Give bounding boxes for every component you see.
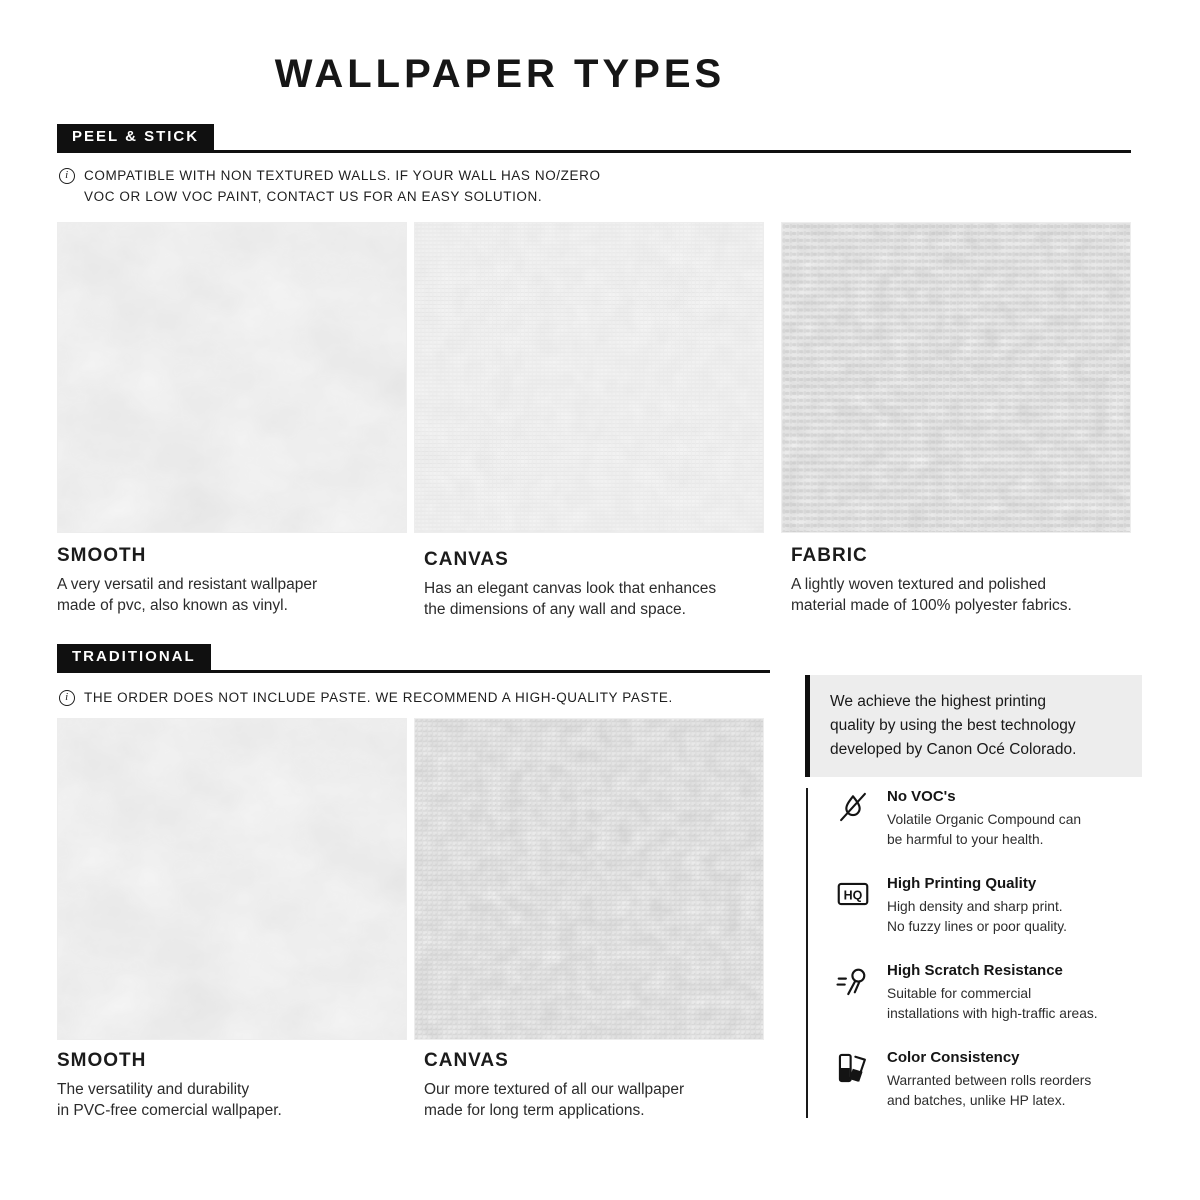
feature-desc [887,984,1098,1023]
peel-stick-note-text [84,166,601,208]
quote-line: quality by using the best technology [830,717,1076,735]
hq-icon-label: HQ [843,888,863,903]
hq-icon [834,875,872,913]
caption-traditional-canvas [424,1050,684,1122]
quote-line: developed by Canon Océ Colorado. [830,741,1077,759]
traditional-section-header [57,648,770,673]
swatch-name: FABRIC [791,545,868,566]
feature-title: High Scratch Resistance [887,962,1063,980]
peel-stick-note [59,166,601,208]
feature-text [887,788,1081,849]
feature-text [887,962,1098,1023]
note-line: THE ORDER DOES NOT INCLUDE PASTE. WE RECOMMEND A HIGH-QUALITY PASTE. [84,690,673,705]
info-icon: i [59,168,75,184]
texture-swatch-peel-smooth [57,222,407,533]
desc-line: No fuzzy lines or poor quality. [887,918,1067,934]
printing-quality-quote [805,675,1142,777]
desc-line: the dimensions of any wall and space. [424,601,686,619]
caption-peel-smooth [57,545,317,617]
swatch-name: SMOOTH [57,545,147,566]
feature-desc [887,897,1067,936]
desc-line: Our more textured of all our wallpaper [424,1081,685,1098]
desc-line: material made of 100% polyester fabrics. [791,597,1072,615]
desc-line: in PVC-free comercial wallpaper. [57,1102,282,1120]
quote-line: We achieve the highest printing [830,693,1046,710]
feature-title: Color Consistency [887,1049,1020,1067]
desc-line: Volatile Organic Compound can [887,812,1082,827]
caption-peel-fabric [791,545,1072,617]
feature-desc [887,810,1081,849]
desc-line: Suitable for commercial [887,986,1032,1002]
note-line: COMPATIBLE WITH NON TEXTURED WALLS. IF YOUR WALL HAS NO/ZERO [84,168,601,183]
desc-line: and batches, unlike HP latex. [887,1093,1066,1109]
scratch-resistance-icon [834,962,872,1000]
swatch-name: CANVAS [424,549,509,570]
desc-line: The versatility and durability [57,1081,250,1098]
swatch-desc [424,1079,684,1122]
no-voc-icon [834,788,872,826]
peel-stick-label: PEEL & STICK [57,124,214,150]
desc-line: Has an elegant canvas look that enhances [424,580,717,597]
desc-line: A very versatil and resistant wallpaper [57,576,318,593]
info-icon: i [59,690,75,706]
desc-line: made of pvc, also known as vinyl. [57,597,288,615]
feature-text [887,1049,1091,1110]
color-consistency-icon [834,1049,872,1087]
feature-high-printing-quality [834,875,1144,936]
swatch-name: CANVAS [424,1050,509,1071]
desc-line: made for long term applications. [424,1102,645,1120]
swatch-desc [424,578,716,621]
peel-stick-section-header [57,128,1131,153]
desc-line: High density and sharp print. [887,899,1063,915]
feature-desc [887,1071,1091,1110]
feature-list [806,788,1144,1118]
traditional-note [59,688,673,709]
feature-color-consistency [834,1049,1144,1110]
feature-high-scratch-resistance [834,962,1144,1023]
texture-swatch-traditional-smooth [57,718,407,1040]
caption-peel-canvas [424,549,716,621]
feature-no-voc [834,788,1144,849]
swatch-name: SMOOTH [57,1050,147,1071]
swatch-desc [57,1079,282,1122]
feature-text [887,875,1067,936]
traditional-note-text [84,688,673,709]
traditional-label: TRADITIONAL [57,644,211,670]
texture-swatch-peel-canvas [414,222,764,533]
feature-title: High Printing Quality [887,875,1037,893]
texture-swatch-traditional-canvas [414,718,764,1040]
swatch-desc [791,574,1072,617]
desc-line: Warranted between rolls reorders [887,1073,1092,1089]
caption-traditional-smooth [57,1050,282,1122]
texture-swatch-peel-fabric [781,222,1131,533]
desc-line: be harmful to your health. [887,831,1044,847]
desc-line: installations with high-traffic areas. [887,1005,1098,1021]
note-line: VOC OR LOW VOC PAINT, CONTACT US FOR AN EASY SOLUTION. [84,188,543,204]
desc-line: A lightly woven textured and polished [791,576,1047,593]
swatch-desc [57,574,317,617]
page-title: WALLPAPER TYPES [274,52,726,96]
feature-title: No VOC's [887,788,956,805]
